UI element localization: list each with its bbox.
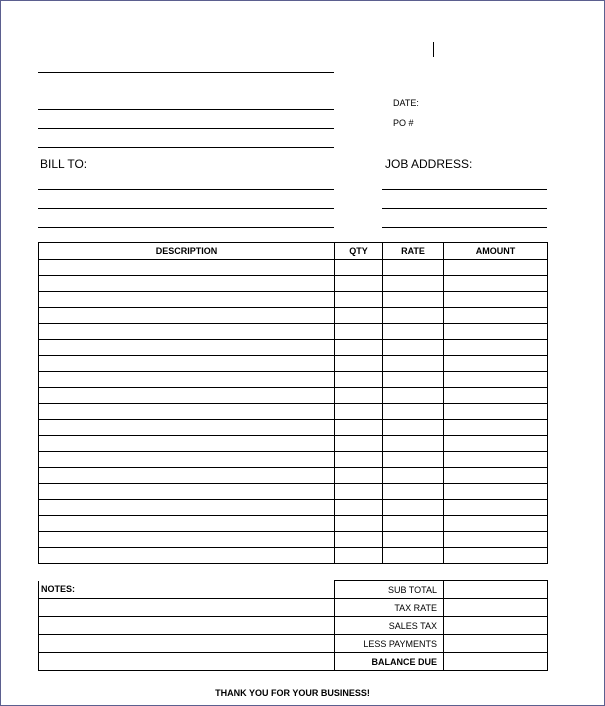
table-row xyxy=(39,532,548,548)
tax-rate-label: TAX RATE xyxy=(335,599,444,617)
description-header: DESCRIPTION xyxy=(39,243,335,260)
less-payments-value[interactable] xyxy=(444,635,548,653)
notes-line[interactable] xyxy=(39,653,335,671)
qty-cell[interactable] xyxy=(335,340,383,356)
bill-to-label: BILL TO: xyxy=(40,157,88,171)
sales-tax-value[interactable] xyxy=(444,617,548,635)
rate-cell[interactable] xyxy=(383,500,444,516)
table-row xyxy=(39,292,548,308)
rate-cell[interactable] xyxy=(383,388,444,404)
balance-due-label: BALANCE DUE xyxy=(335,653,444,671)
table-row xyxy=(39,436,548,452)
qty-cell[interactable] xyxy=(335,388,383,404)
sub-total-label: SUB TOTAL xyxy=(335,581,444,599)
rate-cell[interactable] xyxy=(383,452,444,468)
amount-cell[interactable] xyxy=(444,500,548,516)
notes-line[interactable] xyxy=(39,635,335,653)
sub-total-value[interactable] xyxy=(444,581,548,599)
rate-cell[interactable] xyxy=(383,436,444,452)
description-cell[interactable] xyxy=(39,548,335,564)
items-table xyxy=(38,242,548,564)
bill-to-line-2[interactable] xyxy=(38,208,334,209)
qty-cell[interactable] xyxy=(335,500,383,516)
amount-cell[interactable] xyxy=(444,532,548,548)
table-row xyxy=(39,500,548,516)
table-row xyxy=(39,276,548,292)
sales-tax-label: SALES TAX xyxy=(335,617,444,635)
qty-header: QTY xyxy=(335,243,383,260)
rate-cell[interactable] xyxy=(383,484,444,500)
qty-cell[interactable] xyxy=(335,436,383,452)
qty-cell[interactable] xyxy=(335,532,383,548)
rate-cell[interactable] xyxy=(383,276,444,292)
job-address-line-3[interactable] xyxy=(382,227,547,228)
description-cell[interactable] xyxy=(39,516,335,532)
qty-cell[interactable] xyxy=(335,484,383,500)
qty-cell[interactable] xyxy=(335,308,383,324)
balance-due-value[interactable] xyxy=(444,653,548,671)
rate-cell[interactable] xyxy=(383,532,444,548)
qty-cell[interactable] xyxy=(335,452,383,468)
amount-cell[interactable] xyxy=(444,452,548,468)
company-line-4[interactable] xyxy=(38,147,334,148)
qty-cell[interactable] xyxy=(335,324,383,340)
rate-cell[interactable] xyxy=(383,356,444,372)
qty-cell[interactable] xyxy=(335,372,383,388)
rate-cell[interactable] xyxy=(383,372,444,388)
notes-summary-table xyxy=(38,580,548,671)
qty-cell[interactable] xyxy=(335,356,383,372)
rate-cell[interactable] xyxy=(383,340,444,356)
table-row xyxy=(39,484,548,500)
amount-cell[interactable] xyxy=(444,420,548,436)
rate-cell[interactable] xyxy=(383,516,444,532)
amount-cell[interactable] xyxy=(444,484,548,500)
description-cell[interactable] xyxy=(39,532,335,548)
description-cell[interactable] xyxy=(39,404,335,420)
job-address-line-1[interactable] xyxy=(382,189,547,190)
qty-cell[interactable] xyxy=(335,260,383,276)
description-cell[interactable] xyxy=(39,452,335,468)
notes-label: NOTES: xyxy=(39,581,335,599)
table-row xyxy=(39,308,548,324)
qty-cell[interactable] xyxy=(335,516,383,532)
description-cell[interactable] xyxy=(39,372,335,388)
less-payments-label: LESS PAYMENTS xyxy=(335,635,444,653)
table-row xyxy=(39,260,548,276)
amount-cell[interactable] xyxy=(444,436,548,452)
amount-header: AMOUNT xyxy=(444,243,548,260)
company-line-2[interactable] xyxy=(38,109,334,110)
description-cell[interactable] xyxy=(39,340,335,356)
table-row xyxy=(39,388,548,404)
amount-cell[interactable] xyxy=(444,356,548,372)
company-line-1[interactable] xyxy=(38,72,334,73)
amount-cell[interactable] xyxy=(444,308,548,324)
table-row xyxy=(39,340,548,356)
job-address-line-2[interactable] xyxy=(382,208,547,209)
table-row xyxy=(39,516,548,532)
qty-cell[interactable] xyxy=(335,468,383,484)
notes-line[interactable] xyxy=(39,617,335,635)
amount-cell[interactable] xyxy=(444,516,548,532)
date-label: DATE: xyxy=(393,98,419,108)
description-cell[interactable] xyxy=(39,388,335,404)
amount-cell[interactable] xyxy=(444,292,548,308)
qty-cell[interactable] xyxy=(335,292,383,308)
qty-cell[interactable] xyxy=(335,548,383,564)
rate-cell[interactable] xyxy=(383,548,444,564)
po-label: PO # xyxy=(393,118,414,128)
table-row xyxy=(39,404,548,420)
description-cell[interactable] xyxy=(39,500,335,516)
qty-cell[interactable] xyxy=(335,420,383,436)
amount-cell[interactable] xyxy=(444,548,548,564)
amount-cell[interactable] xyxy=(444,260,548,276)
rate-cell[interactable] xyxy=(383,404,444,420)
table-row xyxy=(39,356,548,372)
table-row xyxy=(39,372,548,388)
rate-header: RATE xyxy=(383,243,444,260)
amount-cell[interactable] xyxy=(444,340,548,356)
table-row xyxy=(39,548,548,564)
amount-cell[interactable] xyxy=(444,388,548,404)
text-cursor xyxy=(433,42,434,57)
rate-cell[interactable] xyxy=(383,324,444,340)
rate-cell[interactable] xyxy=(383,308,444,324)
tax-rate-value[interactable] xyxy=(444,599,548,617)
description-cell[interactable] xyxy=(39,324,335,340)
qty-cell[interactable] xyxy=(335,404,383,420)
items-header-row xyxy=(39,243,548,260)
notes-line[interactable] xyxy=(39,599,335,617)
description-cell[interactable] xyxy=(39,468,335,484)
amount-cell[interactable] xyxy=(444,468,548,484)
description-cell[interactable] xyxy=(39,420,335,436)
table-row xyxy=(39,324,548,340)
amount-cell[interactable] xyxy=(444,404,548,420)
description-cell[interactable] xyxy=(39,484,335,500)
description-cell[interactable] xyxy=(39,436,335,452)
thank-you-message: THANK YOU FOR YOUR BUSINESS! xyxy=(215,688,370,698)
amount-cell[interactable] xyxy=(444,372,548,388)
bill-to-line-1[interactable] xyxy=(38,189,334,190)
table-row xyxy=(39,452,548,468)
job-address-label: JOB ADDRESS: xyxy=(385,157,473,171)
description-cell[interactable] xyxy=(39,308,335,324)
description-cell[interactable] xyxy=(39,292,335,308)
rate-cell[interactable] xyxy=(383,260,444,276)
qty-cell[interactable] xyxy=(335,276,383,292)
bill-to-line-3[interactable] xyxy=(38,227,334,228)
amount-cell[interactable] xyxy=(444,276,548,292)
description-cell[interactable] xyxy=(39,260,335,276)
description-cell[interactable] xyxy=(39,276,335,292)
description-cell[interactable] xyxy=(39,356,335,372)
rate-cell[interactable] xyxy=(383,420,444,436)
rate-cell[interactable] xyxy=(383,292,444,308)
rate-cell[interactable] xyxy=(383,468,444,484)
table-row xyxy=(39,420,548,436)
table-row xyxy=(39,468,548,484)
amount-cell[interactable] xyxy=(444,324,548,340)
company-line-3[interactable] xyxy=(38,128,334,129)
